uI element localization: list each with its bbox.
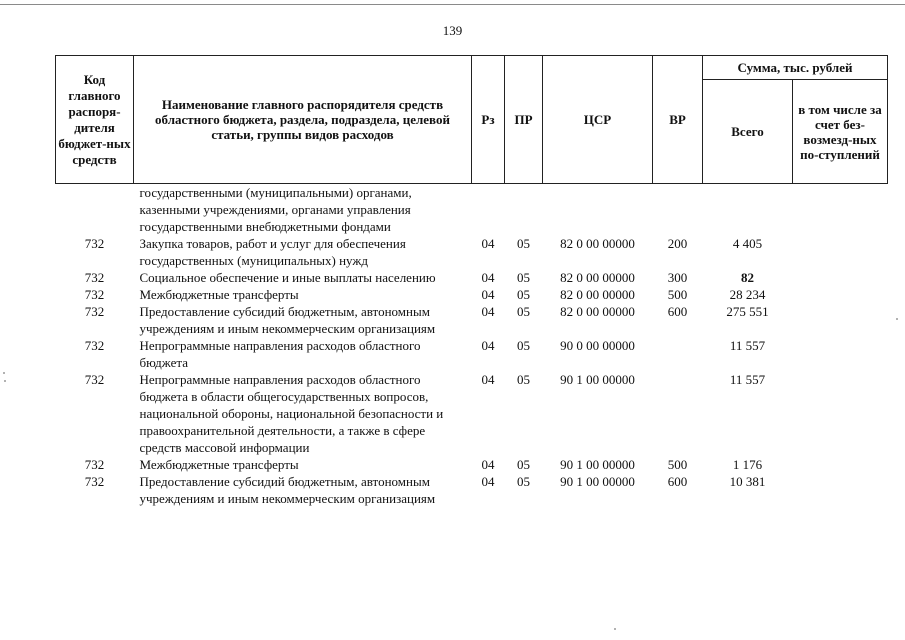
table-body: [56, 184, 888, 508]
cell-pr: 05: [517, 474, 530, 489]
cell-pr: 05: [517, 270, 530, 285]
cell-csr: 90 1 00 00000: [560, 372, 635, 387]
cell-rz: 04: [481, 338, 495, 353]
header-pr: ПР: [505, 56, 543, 184]
budget-expenditure-table: [55, 55, 888, 507]
cell-name: Социальное обеспечение и иные выплаты населению: [139, 270, 436, 285]
cell-vr: [653, 337, 703, 371]
header-name: Наименование главного распорядителя средств областного бюджета, раздела, подраздела, целевой статьи, группы видов расходов: [134, 56, 472, 184]
cell-rz: 04: [481, 304, 495, 319]
cell-total: [703, 184, 793, 236]
cell-free: [793, 303, 888, 337]
table-row: [56, 184, 888, 236]
scan-speck: [614, 628, 616, 630]
table-row: [56, 286, 888, 303]
cell-vr: 500: [667, 457, 688, 472]
cell-code: 732: [84, 372, 105, 387]
page-number: 139: [442, 23, 463, 38]
cell-name: Предоставление субсидий бюджетным, автономным учреждениям и иным некоммерческим организациям: [139, 474, 436, 506]
cell-total: 4 405: [732, 236, 763, 251]
table-row: [56, 371, 888, 456]
cell-total: 11 557: [729, 372, 766, 387]
cell-free: [793, 286, 888, 303]
table-row: [56, 235, 888, 269]
cell-pr: 05: [517, 236, 530, 251]
cell-free: [793, 371, 888, 456]
cell-free: [793, 456, 888, 473]
header-rz: Рз: [472, 56, 505, 184]
scan-speck: [4, 380, 6, 382]
cell-name: Непрограммные направления расходов областного бюджета в области общегосударственных вопросов, национальной обороны, национальной безопасности и правоохранительной деятельности, а также в сфере средств массовой информации: [139, 372, 444, 455]
cell-rz: 04: [481, 372, 495, 387]
cell-free: [793, 337, 888, 371]
cell-free: [793, 269, 888, 286]
cell-rz: 04: [481, 287, 495, 302]
cell-rz: 04: [481, 270, 495, 285]
cell-csr: 90 1 00 00000: [560, 457, 635, 472]
header-code: Код главного распоря-дителя бюджет-ных средств: [56, 56, 134, 184]
cell-pr: 05: [517, 338, 530, 353]
table-row: [56, 303, 888, 337]
cell-code: 732: [84, 474, 105, 489]
cell-vr: 600: [667, 474, 688, 489]
cell-csr: [543, 184, 653, 236]
cell-rz: 04: [481, 236, 495, 251]
table-row: [56, 269, 888, 286]
cell-pr: 05: [517, 457, 530, 472]
cell-rz: 04: [481, 474, 495, 489]
cell-total: 28 234: [729, 287, 766, 302]
header-total: Всего: [703, 80, 793, 184]
cell-total: 10 381: [729, 474, 766, 489]
header-sum-group: Сумма, тыс. рублей: [703, 56, 888, 80]
cell-name: Непрограммные направления расходов областного бюджета: [139, 338, 421, 370]
cell-pr: [505, 184, 543, 236]
cell-vr: [653, 371, 703, 456]
cell-vr: [653, 184, 703, 236]
cell-total: 11 557: [729, 338, 766, 353]
cell-csr: 82 0 00 00000: [560, 304, 635, 319]
cell-code: 732: [84, 304, 105, 319]
cell-csr: 90 0 00 00000: [560, 338, 635, 353]
cell-code: 732: [84, 236, 105, 251]
cell-code: 732: [84, 270, 105, 285]
cell-csr: 82 0 00 00000: [560, 236, 635, 251]
cell-csr: 82 0 00 00000: [560, 287, 635, 302]
header-vr: ВР: [653, 56, 703, 184]
cell-csr: 90 1 00 00000: [560, 474, 635, 489]
cell-free: [793, 473, 888, 507]
cell-total: 1 176: [732, 457, 763, 472]
table-row: [56, 337, 888, 371]
cell-free: [793, 235, 888, 269]
cell-rz: 04: [481, 457, 495, 472]
cell-name: государственными (муниципальными) органами, казенными учреждениями, органами управления государственными внебюджетными фондами: [139, 185, 412, 234]
cell-vr: 200: [667, 236, 688, 251]
top-border-line: [0, 4, 905, 5]
scan-speck: [896, 318, 898, 320]
cell-rz: [472, 184, 505, 236]
cell-name: Межбюджетные трансферты: [139, 457, 299, 472]
cell-code: 732: [84, 457, 105, 472]
header-free-receipts: в том числе за счет без-возмезд-ных по-ступлений: [793, 80, 888, 184]
header-csr: ЦСР: [543, 56, 653, 184]
scan-speck: [3, 372, 5, 374]
cell-vr: 500: [667, 287, 688, 302]
table-row: [56, 473, 888, 507]
cell-code: 732: [84, 338, 105, 353]
cell-pr: 05: [517, 304, 530, 319]
cell-pr: 05: [517, 287, 530, 302]
cell-vr: 300: [667, 270, 688, 285]
cell-pr: 05: [517, 372, 530, 387]
cell-csr: 82 0 00 00000: [560, 270, 635, 285]
cell-vr: 600: [667, 304, 688, 319]
cell-total: 275 551: [726, 304, 769, 319]
cell-code: [56, 184, 134, 236]
cell-name: Межбюджетные трансферты: [139, 287, 299, 302]
cell-name: Закупка товаров, работ и услуг для обеспечения государственных (муниципальных) нужд: [139, 236, 406, 268]
cell-code: 732: [84, 287, 105, 302]
cell-free: [793, 184, 888, 236]
cell-name: Предоставление субсидий бюджетным, автономным учреждениям и иным некоммерческим организациям: [139, 304, 436, 336]
table-row: [56, 456, 888, 473]
cell-total: 82: [741, 270, 754, 285]
